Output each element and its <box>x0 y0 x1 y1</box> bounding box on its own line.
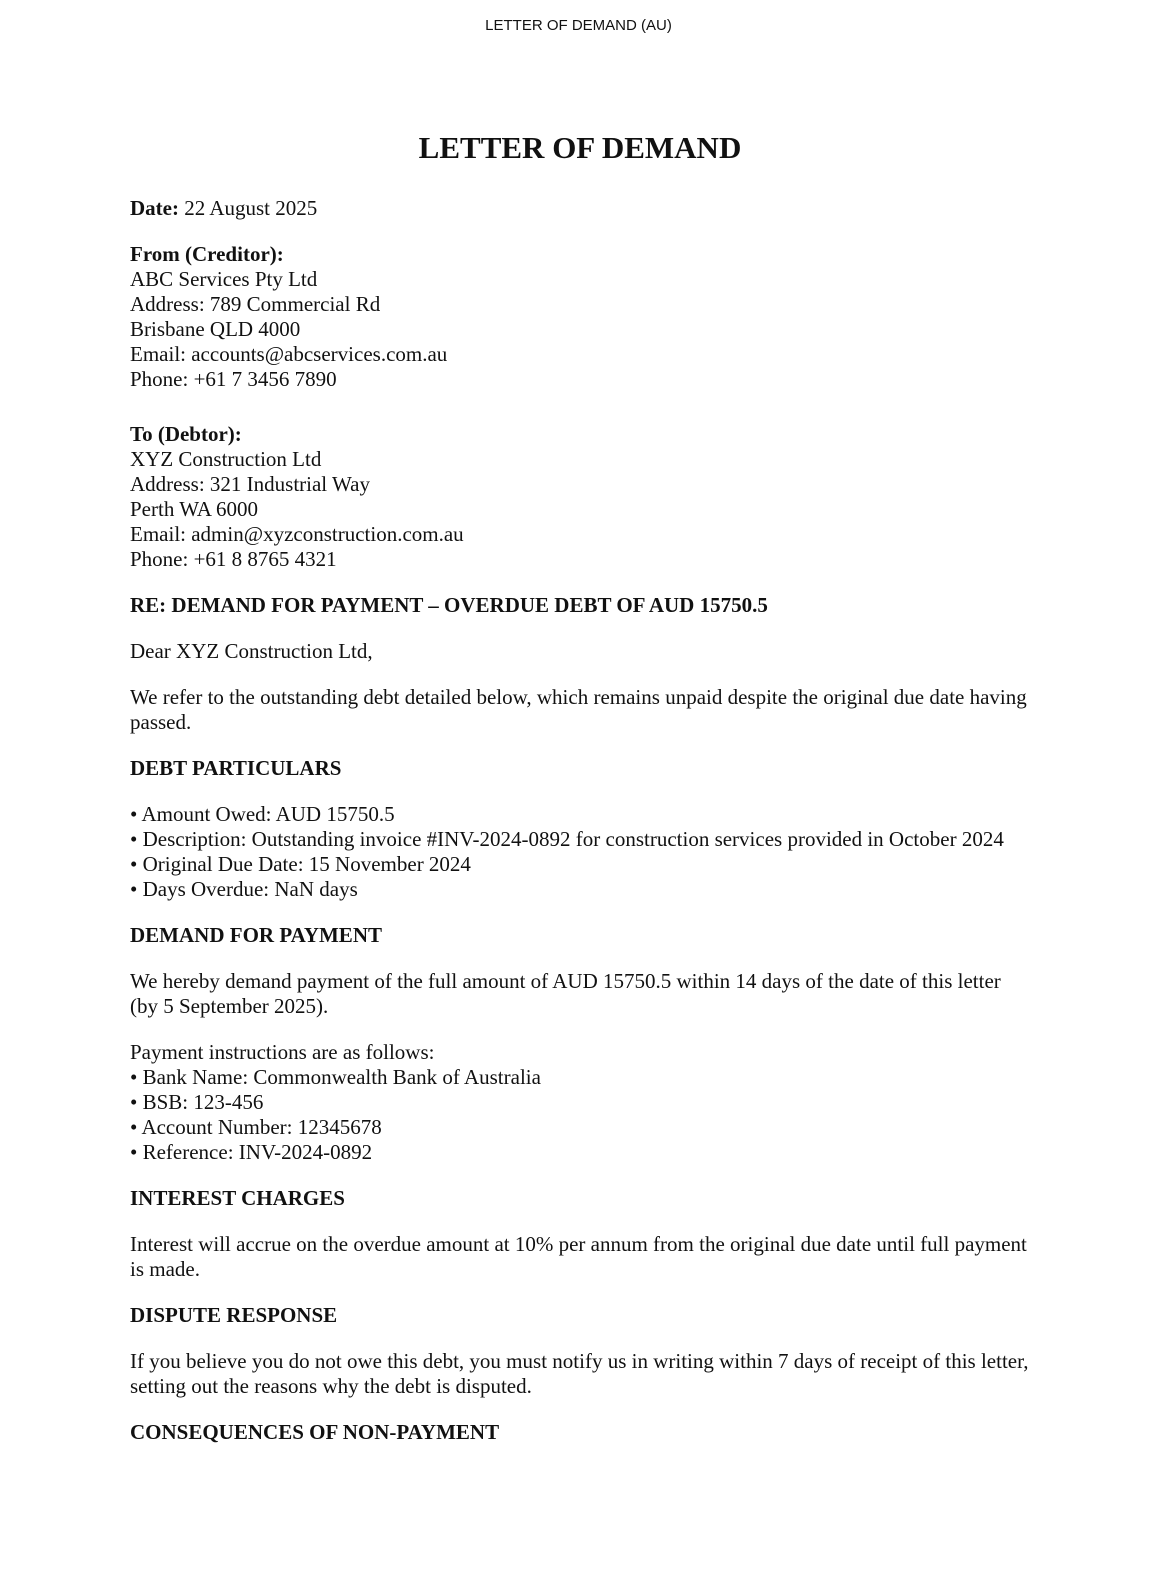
running-header: LETTER OF DEMAND (AU) <box>485 17 672 34</box>
creditor-email: Email: accounts@abcservices.com.au <box>130 342 448 366</box>
list-item: • Description: Outstanding invoice #INV-2024-0892 for construction services provided in October 2024 <box>130 827 1004 851</box>
date-label: Date: <box>130 196 179 220</box>
demand-paragraph: We hereby demand payment of the full amount of AUD 15750.5 within 14 days of the date of this letter (by 5 September 2025). <box>130 969 1001 1018</box>
demand-heading: DEMAND FOR PAYMENT <box>130 923 382 947</box>
debtor-phone: Phone: +61 8 8765 4321 <box>130 547 337 571</box>
consequences-heading: CONSEQUENCES OF NON-PAYMENT <box>130 1420 500 1444</box>
list-item: • Bank Name: Commonwealth Bank of Australia <box>130 1065 541 1089</box>
creditor-block <box>130 242 1030 392</box>
instructions-intro: Payment instructions are as follows: <box>130 1040 435 1064</box>
subject-line: RE: DEMAND FOR PAYMENT – OVERDUE DEBT OF AUD 15750.5 <box>130 593 768 617</box>
salutation: Dear XYZ Construction Ltd, <box>130 639 373 663</box>
creditor-address: Address: 789 Commercial Rd <box>130 292 381 316</box>
debtor-name: XYZ Construction Ltd <box>130 447 322 471</box>
intro-paragraph: We refer to the outstanding debt detailed below, which remains unpaid despite the original due date having passed. <box>130 685 1027 734</box>
list-item: • Original Due Date: 15 November 2024 <box>130 852 471 876</box>
debtor-city: Perth WA 6000 <box>130 497 258 521</box>
debtor-email: Email: admin@xyzconstruction.com.au <box>130 522 464 546</box>
dispute-paragraph: If you believe you do not owe this debt, you must notify us in writing within 7 days of receipt of this letter, setting out the reasons why the debt is disputed. <box>130 1349 1029 1398</box>
creditor-name: ABC Services Pty Ltd <box>130 267 318 291</box>
date-line <box>130 196 1030 221</box>
list-item: • Reference: INV-2024-0892 <box>130 1140 373 1164</box>
dispute-heading: DISPUTE RESPONSE <box>130 1303 338 1327</box>
letter-body <box>130 128 1030 1445</box>
interest-paragraph: Interest will accrue on the overdue amount at 10% per annum from the original due date until full payment is made. <box>130 1232 1027 1281</box>
debtor-block <box>130 422 1030 572</box>
creditor-phone: Phone: +61 7 3456 7890 <box>130 367 337 391</box>
list-item: • BSB: 123-456 <box>130 1090 264 1114</box>
interest-heading: INTEREST CHARGES <box>130 1186 345 1210</box>
particulars-heading: DEBT PARTICULARS <box>130 756 342 780</box>
creditor-city: Brisbane QLD 4000 <box>130 317 301 341</box>
document-title: LETTER OF DEMAND <box>418 130 742 165</box>
list-item: • Amount Owed: AUD 15750.5 <box>130 802 395 826</box>
creditor-heading: From (Creditor): <box>130 242 284 266</box>
particulars-list <box>130 802 1030 902</box>
list-item: • Days Overdue: NaN days <box>130 877 358 901</box>
debtor-heading: To (Debtor): <box>130 422 242 446</box>
list-item: • Account Number: 12345678 <box>130 1115 382 1139</box>
date-value: 22 August 2025 <box>184 196 318 220</box>
payment-instructions <box>130 1040 1030 1165</box>
debtor-address: Address: 321 Industrial Way <box>130 472 370 496</box>
